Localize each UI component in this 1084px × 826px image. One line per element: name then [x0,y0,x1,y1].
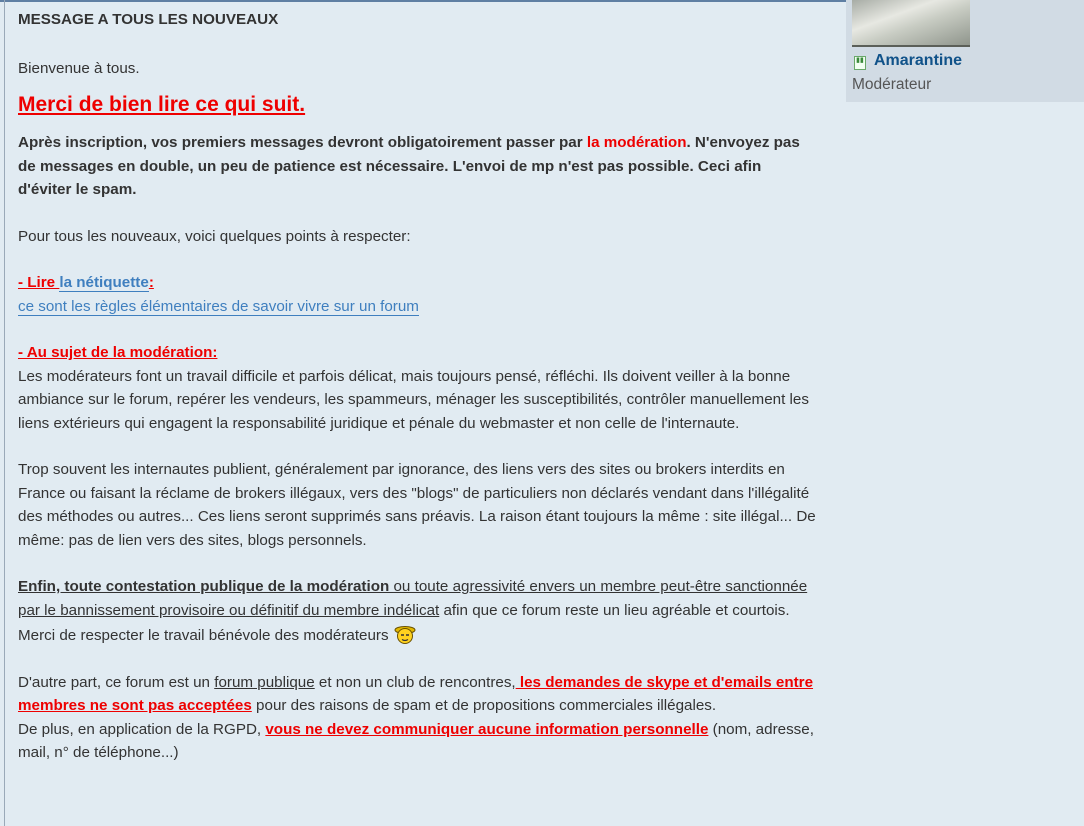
netiquette-desc-link[interactable]: ce sont les règles élémentaires de savoir vivre sur un forum [18,297,419,315]
post-profile [846,0,1084,102]
left-border [4,0,5,826]
netiquette-link[interactable]: la nétiquette [59,274,149,291]
inscription-paragraph: Après inscription, vos premiers messages devront obligatoirement passer par la modération. N'envoyez pas de messages en double, un peu de patience est nécessaire. L'envoi de mp n'est pas possible. Ceci afin d'éviter le spam. [18,134,800,198]
modo-smiley-icon [393,622,417,646]
username-link[interactable]: Amarantine [874,52,963,69]
welcome-text: Bienvenue à tous. [18,60,140,77]
post-content [18,10,818,765]
internautes-paragraph: Trop souvent les internautes publient, généralement par ignorance, des liens vers des sites ou brokers interdits en France ou faisant la réclame de brokers illégaux, vers des "blogs" de particuliers non déclarés vendant dans l'illégalité des méthodes ou autres... Ces liens seront supprimés sans préavis. La raison étant toujours la même : site illégal... De même: pas de lien vers des sites, blogs personnels. [18,461,816,549]
moderation-paragraph: Les modérateurs font un travail difficile et parfois délicat, mais toujours pensé, réfléchi. Ils doivent veiller à la bonne ambiance sur le forum, repérer les vendeurs, les spammeurs, ménager les susceptibilités, contrôler manuellement les liens extérieurs qui engagent la responsabilité juridique et pénale du webmaster et non celle de l'internaute. [18,367,809,432]
personal-info-warning: vous ne devez communiquer aucune information personnelle [265,720,709,738]
forum-publique: forum publique [214,673,315,691]
intro-points: Pour tous les nouveaux, voici quelques points à respecter: [18,227,411,245]
read-heading: Merci de bien lire ce qui suit. [18,92,306,116]
contestation-paragraph: Enfin, toute contestation publique de la modération ou toute agressivité envers un membre peut-être sanctionnée par le bannissement provisoire ou définitif du membre indélicat afin que ce forum reste un lieu agréable et courtois. Merci de respecter le travail bénévole des modérateurs [18,578,808,644]
netiquette-line: - Lire la nétiquette: [18,274,154,291]
moderation-heading: - Au sujet de la modération: [18,344,218,361]
public-paragraph: D'autre part, ce forum est un forum publique et non un club de rencontres, les demandes de skype et d'emails entre membres ne sont pas acceptées pour des raisons de spam et de propositions commerciales illégales. De plus, en application de la RGPD, vous ne devez communiquer aucune information personnelle (nom, adresse, mail, n° de téléphone...) [18,673,814,761]
user-rank: Modérateur [852,76,932,93]
moderation-highlight: la modération [586,134,687,151]
skype-warning: les demandes de skype et d'emails entre membres ne sont pas acceptées [18,673,814,714]
statue-avatar[interactable] [852,0,970,47]
online-status-icon: ▮▮ [854,56,866,70]
post-title: MESSAGE A TOUS LES NOUVEAUX [18,11,279,28]
